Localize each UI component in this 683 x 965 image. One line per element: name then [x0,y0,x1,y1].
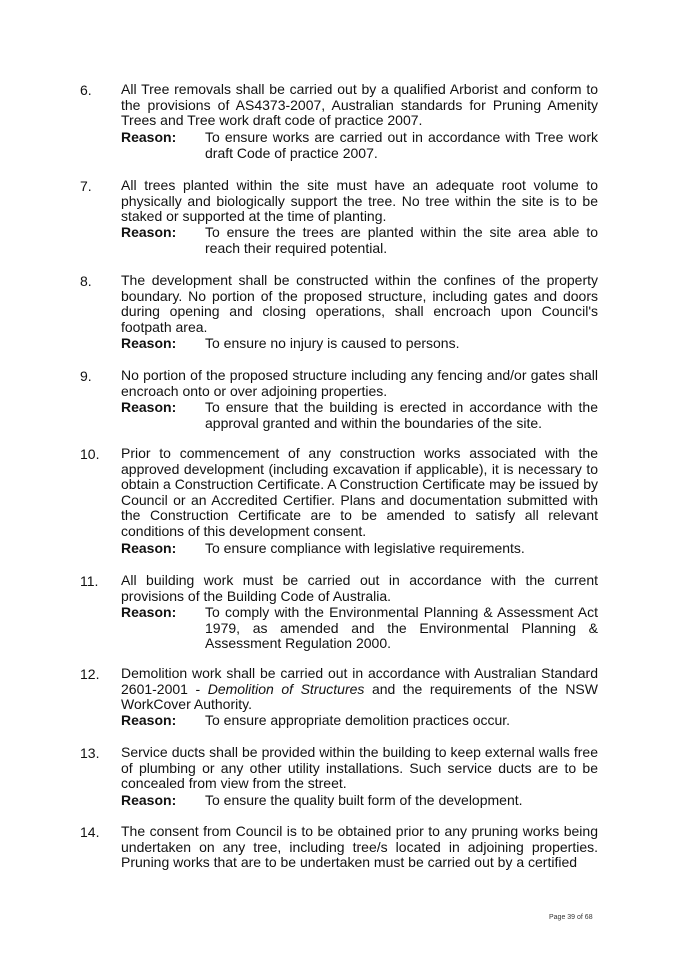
condition-text: All building work must be carried out in accordance with the current provisions of the Building Code of Australia. [121,572,598,604]
reason-label: Reason: [121,399,177,415]
reason-label: Reason: [121,792,177,808]
reason-text: To comply with the Environmental Planning & Assessment Act 1979, as amended and the Environmental Planning & Assessment Regulation 2000. [205,604,598,651]
condition-number: 10. [80,446,100,462]
condition-text: Service ducts shall be provided within the building to keep external walls free of plumbing or any other utility installations. Such service ducts are to be concealed from view from the street. [121,744,598,791]
reason-text: To ensure works are carried out in accordance with Tree work draft Code of practice 2007. [205,129,598,161]
reason-text: To ensure no injury is caused to persons. [205,335,460,351]
reason-text: To ensure that the building is erected in accordance with the approval granted and within the boundaries of the site. [205,399,598,431]
condition-text: The development shall be constructed within the confines of the property boundary. No portion of the proposed structure, including gates and doors during opening and closing operations, shall encroach upon Council's footpath area. [121,272,598,335]
reason-label: Reason: [121,540,177,556]
reason-text: To ensure compliance with legislative requirements. [205,540,525,556]
condition-text: No portion of the proposed structure including any fencing and/or gates shall encroach onto or over adjoining properties. [121,367,598,399]
condition-text-part: and the requirements of the NSW WorkCover Authority. [121,680,598,712]
condition-number: 7. [80,178,92,194]
reason-label: Reason: [121,604,177,620]
reason-label: Reason: [121,129,177,145]
condition-text: All trees planted within the site must have an adequate root volume to physically and biologically support the tree. No tree within the site is to be staked or supported at the time of planting. [121,177,598,224]
condition-number: 9. [80,368,92,384]
reason-label: Reason: [121,335,177,351]
condition-number: 13. [80,745,100,761]
standard-title: Demolition of Structures [207,680,365,697]
condition-number: 12. [80,666,100,682]
reason-label: Reason: [121,224,177,240]
reason-text: To ensure the trees are planted within the site area able to reach their required potential. [205,224,598,256]
condition-text: The consent from Council is to be obtained prior to any pruning works being undertaken on any tree, including tree/s located in adjoining properties. Pruning works that are to be undertaken must be carried out by a certified [121,823,598,870]
reason-label: Reason: [121,712,177,728]
condition-number: 11. [80,573,99,589]
page-number: Page 39 of 68 [549,914,593,921]
condition-text: All Tree removals shall be carried out by a qualified Arborist and conform to the provisions of AS4373-2007, Australian standards for Pruning Amenity Trees and Tree work draft code of practice 2007. [121,81,598,128]
reason-text: To ensure appropriate demolition practices occur. [205,712,511,728]
condition-number: 14. [80,824,100,840]
condition-number: 6. [80,82,92,98]
condition-text: Prior to commencement of any construction works associated with the approved development (including excavation if applicable), it is necessary to obtain a Construction Certificate. A Construction Certificate may be issued by Council or an Accredited Certifier. Plans and documentation submitted with the Construction Certificate are to be amended to satisfy all relevant conditions of this development consent. [121,445,599,539]
condition-number: 8. [80,273,92,289]
reason-text: To ensure the quality built form of the development. [205,792,523,808]
condition-text [121,666,598,713]
condition-text-part: Demolition work shall be carried out in accordance with Australian Standard 2601-2001 - [121,665,598,697]
